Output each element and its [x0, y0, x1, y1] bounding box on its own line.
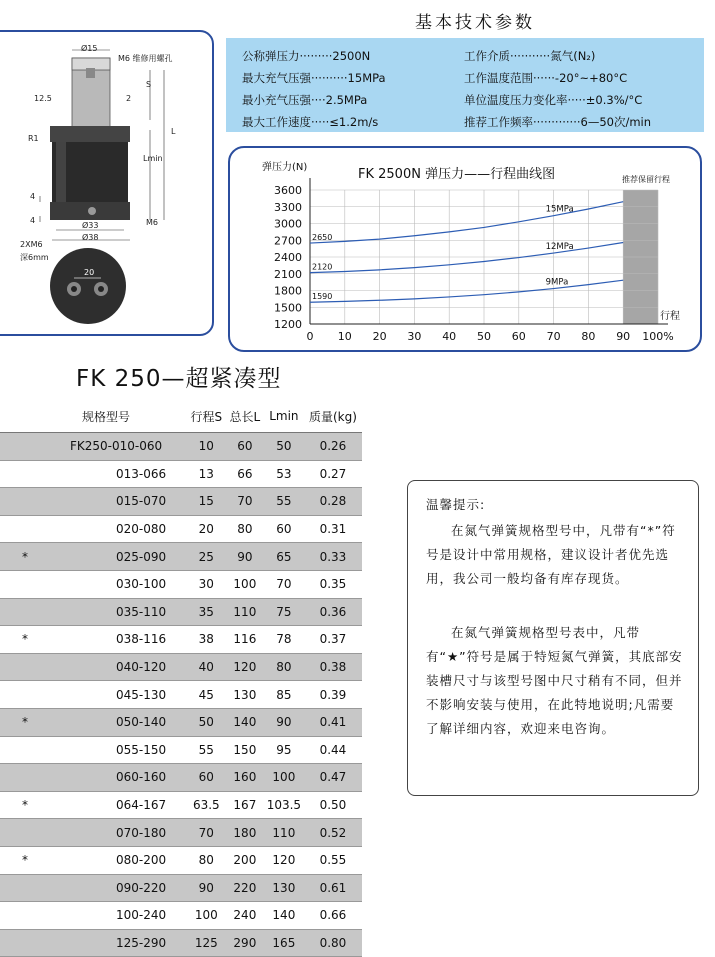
y-tick-label: 2100: [274, 267, 302, 281]
cell-mark: *: [0, 846, 40, 874]
cell-lmin: 140: [264, 902, 304, 930]
cell-stroke: 50: [187, 708, 226, 736]
cell-mass: 0.41: [304, 708, 362, 736]
cell-lmin: 75: [264, 598, 304, 626]
cell-lmin: 110: [264, 819, 304, 847]
y-tick-label: 1800: [274, 284, 302, 298]
header-lmin: Lmin: [264, 400, 304, 433]
cell-length: 160: [226, 764, 264, 792]
cell-mass: 0.52: [304, 819, 362, 847]
cell-lmin: 165: [264, 929, 304, 957]
note-title: 温馨提示:: [426, 497, 486, 512]
cell-stroke: 13: [187, 460, 226, 488]
series-label: 9MPa: [545, 277, 569, 288]
cell-model: 045-130: [40, 681, 187, 709]
cell-length: 100: [226, 570, 264, 598]
cell-mass: 0.37: [304, 626, 362, 654]
cell-model: 050-140: [40, 708, 187, 736]
cell-length: 167: [226, 791, 264, 819]
dim-4a: 4: [30, 192, 36, 201]
y-tick-label: 3300: [274, 200, 302, 214]
series-label: 15MPa: [545, 204, 574, 215]
cell-stroke: 60: [187, 764, 226, 792]
y-axis-label: 弹压力(N): [262, 162, 308, 173]
cell-mass: 0.36: [304, 598, 362, 626]
dim-lmin: Lmin: [143, 154, 163, 163]
cell-mass: 0.55: [304, 846, 362, 874]
cell-lmin: 65: [264, 543, 304, 571]
dim-20: 20: [84, 268, 95, 277]
cell-mark: [0, 515, 40, 543]
cell-mark: [0, 488, 40, 516]
cell-length: 60: [226, 433, 264, 461]
cell-model: 090-220: [40, 874, 187, 902]
table-row: [0, 929, 362, 957]
table-header-row: [0, 400, 362, 433]
cell-stroke: 45: [187, 681, 226, 709]
cell-length: 180: [226, 819, 264, 847]
technical-drawing: [0, 30, 214, 340]
cell-lmin: 50: [264, 433, 304, 461]
spec-table: [0, 400, 362, 957]
cell-stroke: 38: [187, 626, 226, 654]
cell-stroke: 55: [187, 736, 226, 764]
cell-mass: 0.27: [304, 460, 362, 488]
cell-length: 220: [226, 874, 264, 902]
cell-model: 025-090: [40, 543, 187, 571]
x-tick-label: 100%: [642, 330, 674, 343]
cell-stroke: 30: [187, 570, 226, 598]
cell-mass: 0.39: [304, 681, 362, 709]
series-line-12MPa: [310, 242, 623, 272]
x-tick-label: 30: [407, 330, 422, 343]
dim-d38: Ø38: [82, 233, 99, 242]
y-tick-label: 2700: [274, 234, 302, 248]
section-title: FK 250—超紧凑型: [76, 366, 282, 392]
cell-mark: [0, 874, 40, 902]
cell-model: 013-066: [40, 460, 187, 488]
cell-length: 120: [226, 653, 264, 681]
cell-mark: *: [0, 708, 40, 736]
table-row: [0, 543, 362, 571]
table-row: [0, 819, 362, 847]
spec-title: 基本技术参数: [415, 13, 535, 33]
cell-lmin: 80: [264, 653, 304, 681]
cell-lmin: 130: [264, 874, 304, 902]
cell-mark: [0, 736, 40, 764]
cell-model: 035-110: [40, 598, 187, 626]
cell-stroke: 20: [187, 515, 226, 543]
table-row: [0, 791, 362, 819]
cell-mark: [0, 460, 40, 488]
cell-stroke: 125: [187, 929, 226, 957]
table-row: [0, 598, 362, 626]
note-para-1: 在氮气弹簧规格型号中，凡带有“*”符号是设计中常用规格，建议设计者优先选用，我公司一般均备有库存现货。: [426, 523, 676, 586]
spec-box: [226, 38, 704, 132]
spec-row-2-right: 工作温度范围······-20°~+80°C: [464, 71, 628, 85]
cell-stroke: 35: [187, 598, 226, 626]
cell-mass: 0.44: [304, 736, 362, 764]
cell-length: 130: [226, 681, 264, 709]
cell-model: 064-167: [40, 791, 187, 819]
dim-r1: R1: [28, 134, 39, 143]
cell-length: 70: [226, 488, 264, 516]
table-row: [0, 433, 362, 461]
table-row: [0, 681, 362, 709]
series-line-15MPa: [310, 202, 623, 243]
table-row: [0, 570, 362, 598]
x-tick-label: 90: [616, 330, 631, 343]
note-box: [407, 480, 699, 796]
cell-model: 020-080: [40, 515, 187, 543]
cell-length: 150: [226, 736, 264, 764]
cell-mass: 0.31: [304, 515, 362, 543]
cell-model: 015-070: [40, 488, 187, 516]
cell-length: 110: [226, 598, 264, 626]
spec-row-3-right: 单位温度压力变化率·····±0.3%/°C: [464, 93, 643, 107]
chart-panel: [228, 146, 702, 352]
x-tick-label: 70: [546, 330, 561, 343]
cell-mark: [0, 653, 40, 681]
dim-d15: Ø15: [81, 44, 98, 53]
cell-mark: [0, 929, 40, 957]
cell-lmin: 53: [264, 460, 304, 488]
table-row: [0, 846, 362, 874]
recommend-label: 推荐保留行程: [622, 175, 670, 184]
cell-model: 060-160: [40, 764, 187, 792]
cell-length: 140: [226, 708, 264, 736]
cell-mark: [0, 570, 40, 598]
cell-length: 200: [226, 846, 264, 874]
cell-mass: 0.80: [304, 929, 362, 957]
cell-stroke: 15: [187, 488, 226, 516]
header-stroke: 行程S: [187, 400, 226, 433]
x-tick-label: 0: [306, 330, 314, 343]
cell-lmin: 100: [264, 764, 304, 792]
cell-model: 055-150: [40, 736, 187, 764]
cell-model: 040-120: [40, 653, 187, 681]
cell-mark: [0, 433, 40, 461]
y-tick-label: 3600: [274, 184, 302, 197]
cell-length: 80: [226, 515, 264, 543]
cell-length: 116: [226, 626, 264, 654]
cell-model: 100-240: [40, 902, 187, 930]
chart-title: FK 2500N 弹压力——行程曲线图: [358, 167, 556, 182]
cell-mark: [0, 819, 40, 847]
y-tick-label: 3000: [274, 217, 302, 231]
x-tick-label: 40: [442, 330, 457, 343]
cell-model: 125-290: [40, 929, 187, 957]
header-mass: 质量(kg): [304, 400, 362, 433]
y-tick-label: 1200: [274, 318, 302, 331]
cell-mark: [0, 764, 40, 792]
cell-mass: 0.50: [304, 791, 362, 819]
cell-lmin: 120: [264, 846, 304, 874]
cell-mass: 0.33: [304, 543, 362, 571]
cell-stroke: 63.5: [187, 791, 226, 819]
x-tick-label: 50: [477, 330, 491, 343]
spec-row-4-right: 推荐工作频率·············6—50次/min: [464, 115, 652, 129]
table-row: [0, 515, 362, 543]
cell-lmin: 55: [264, 488, 304, 516]
spec-row-3-left: 最小充气压强····2.5MPa: [242, 93, 368, 107]
header-model: 规格型号: [40, 400, 187, 433]
cell-mark: *: [0, 626, 40, 654]
series-line-9MPa: [310, 277, 623, 302]
cell-lmin: 70: [264, 570, 304, 598]
spec-row-2-left: 最大充气压强··········15MPa: [242, 71, 386, 85]
cell-lmin: 85: [264, 681, 304, 709]
spec-row-1-left: 公称弹压力·········2500N: [242, 49, 371, 63]
cell-mark: [0, 902, 40, 930]
table-row: [0, 874, 362, 902]
header-mark: [0, 400, 40, 433]
cell-length: 240: [226, 902, 264, 930]
dim-12-5: 12.5: [34, 94, 52, 103]
table-row: [0, 764, 362, 792]
cell-mark: [0, 598, 40, 626]
dim-depth: 深6mm: [20, 253, 49, 262]
cell-mass: 0.61: [304, 874, 362, 902]
table-row: [0, 488, 362, 516]
cell-lmin: 103.5: [264, 791, 304, 819]
cell-stroke: 40: [187, 653, 226, 681]
header-length: 总长L: [226, 400, 264, 433]
spec-row-1-right: 工作介质···········氮气(N₂): [464, 49, 596, 63]
cell-stroke: 25: [187, 543, 226, 571]
cell-length: 90: [226, 543, 264, 571]
cell-lmin: 95: [264, 736, 304, 764]
start-value-label: 2650: [312, 233, 333, 243]
cell-lmin: 60: [264, 515, 304, 543]
cell-mark: *: [0, 543, 40, 571]
cell-stroke: 70: [187, 819, 226, 847]
cell-model: 038-116: [40, 626, 187, 654]
cell-model: 080-200: [40, 846, 187, 874]
cell-length: 290: [226, 929, 264, 957]
y-tick-label: 1500: [274, 301, 302, 315]
cell-stroke: 80: [187, 846, 226, 874]
cell-mass: 0.66: [304, 902, 362, 930]
dim-l: L: [171, 127, 176, 136]
series-label: 12MPa: [545, 242, 574, 253]
table-row: [0, 626, 362, 654]
cell-length: 66: [226, 460, 264, 488]
dim-d33: Ø33: [82, 221, 99, 230]
table-row: [0, 653, 362, 681]
cell-mark: [0, 681, 40, 709]
dim-m6-bottom: M6: [146, 218, 158, 227]
cell-mass: 0.35: [304, 570, 362, 598]
dim-2: 2: [126, 94, 132, 103]
dim-s: S: [146, 80, 152, 89]
dim-4b: 4: [30, 216, 36, 225]
cell-model: 030-100: [40, 570, 187, 598]
force-stroke-chart: [230, 148, 700, 350]
table-row: [0, 902, 362, 930]
cell-model: 070-180: [40, 819, 187, 847]
spec-row-4-left: 最大工作速度·····≤1.2m/s: [242, 115, 379, 129]
cell-mass: 0.28: [304, 488, 362, 516]
note-para-2: 在氮气弹簧规格型号表中，凡带有“★”符号是属于特短氮气弹簧，其底部安装槽尺寸与该型号图中尺寸稍有不同，但并不影响安装与使用，在此特地说明;凡需要了解详细内容，欢迎来电咨询。: [426, 625, 683, 736]
cell-stroke: 90: [187, 874, 226, 902]
cell-mass: 0.26: [304, 433, 362, 461]
cell-model: FK250-010-060: [40, 433, 187, 461]
cell-mass: 0.47: [304, 764, 362, 792]
x-tick-label: 20: [372, 330, 387, 343]
table-row: [0, 736, 362, 764]
cell-mark: *: [0, 791, 40, 819]
cell-lmin: 90: [264, 708, 304, 736]
start-value-label: 2120: [312, 262, 333, 272]
x-tick-label: 80: [581, 330, 596, 343]
cell-lmin: 78: [264, 626, 304, 654]
start-value-label: 1590: [312, 292, 333, 302]
table-row: [0, 460, 362, 488]
cell-stroke: 100: [187, 902, 226, 930]
y-tick-label: 2400: [274, 251, 302, 264]
table-row: [0, 708, 362, 736]
cell-stroke: 10: [187, 433, 226, 461]
cell-mass: 0.38: [304, 653, 362, 681]
x-tick-label: 10: [337, 330, 352, 343]
x-tick-label: 60: [511, 330, 526, 343]
dim-m6-top: M6 维修用螺孔: [118, 54, 173, 63]
dim-holes: 2XM6: [20, 240, 43, 249]
x-axis-label: 行程: [660, 311, 680, 322]
